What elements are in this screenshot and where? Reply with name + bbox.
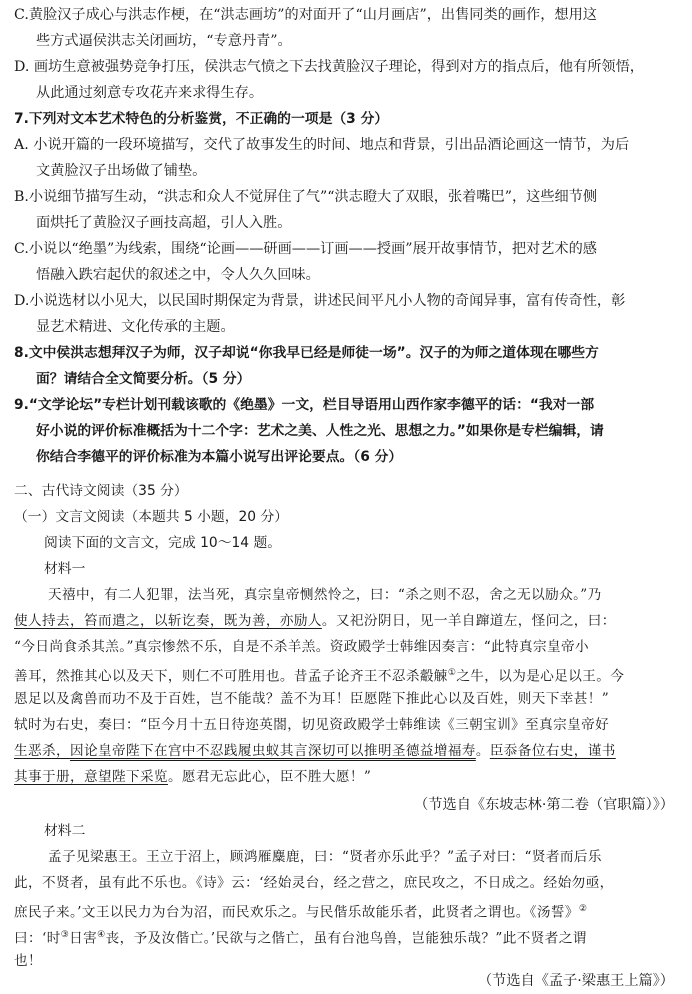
footnote-marker: ①: [447, 668, 457, 678]
material1-line6: 轼时为右史，奏曰：“臣今月十五日待迩英閤，切见资政殿学士韩维读《三朝宝训》至真宗皇帝好: [14, 717, 610, 733]
material2-source: （节选自《孟子·梁惠王上篇》）: [477, 973, 674, 989]
q7-option-c-line2: 悟融入跌宕起伏的叙述之中，令人久久回味。: [36, 267, 320, 283]
q6-option-c-line2: 些方式逼侯洪志关闭画坊，“专意丹青”。: [36, 33, 292, 49]
material1-line7: 生恶杀，因论皇帝陛下在宫中不忍践履虫蚁其言深切可以推明圣德益增福寿。臣忝备位右史，谨书: [14, 743, 616, 759]
material1-double-underlined-sentence: 因论皇帝陛下在宫中不忍践履虫蚁其言深切可以推明圣德益增福寿: [69, 743, 476, 759]
material1-line8: 其事于册，意望陛下采览。愿君无忘此心，臣不胜大愿！”: [14, 769, 372, 785]
material1-line1: 天禧中，有二人犯罪，法当死，真宗皇帝恻然怜之，曰：“杀之则不忍，舍之无以励众。”乃: [48, 587, 602, 603]
material1-line3: “今日尚食杀其羔。”真宗惨然不乐，自是不杀羊羔。资政殿学士韩维因奏言：“此特真宗皇帝小: [14, 639, 589, 655]
q8-line2: 面？请结合全文简要分析。（5 分）: [36, 371, 251, 387]
material1-underlined-sentence: 使人持去，笞而遣之，以斩讫奏，既为善，亦励人: [14, 613, 322, 629]
section2-instruction: 阅读下面的文言文，完成 10～14 题。: [44, 535, 282, 551]
q8-line1: 8.文中侯洪志想拜汉子为师，汉子却说“你我早已经是师徒一场”。汉子的为师之道体现在哪些方: [14, 345, 599, 361]
material1-line5: 恩足以及禽兽而功不及于百姓，岂不能哉？盖不为耳！臣愿陛下推此心以及百姓，则天下幸甚！”: [14, 691, 610, 707]
material1-line4: 善耳，然推其心以及天下，则仁不可胜用也。昔孟子论齐王不忍杀觳觫①之牛，以为是心足以王。今: [14, 668, 625, 685]
q9-line1: 9.“文学论坛”专栏计划刊载该歌的《绝墨》一文，栏目导语用山西作家李德平的话：“我对一部: [14, 397, 595, 413]
footnote-marker: ②: [578, 904, 588, 914]
q6-option-d-line2: 从此通过刻意专攻花卉来求得生存。: [36, 85, 264, 101]
material2-line4: 曰：‘时③日害④丧，予及汝偕亡。’民欲与之偕亡，虽有台池鸟兽，岂能独乐哉？”此不贤者之谓: [14, 930, 587, 947]
q9-line2: 好小说的评价标准概括为十二个字：艺术之美、人性之光、思想之力。”如果你是专栏编辑，请: [36, 423, 604, 439]
q7-option-d-line1: D.小说选材以小见大，以民国时期保定为背景，讲述民间平凡小人物的奇闻异事，富有传奇性，彰: [14, 293, 626, 309]
q7-option-c-line1: C.小说以“绝墨”为线索，围绕“论画——研画——订画——授画”展开故事情节，把对艺术的感: [14, 241, 597, 257]
material1-line2: 使人持去，笞而遣之，以斩讫奏，既为善，亦励人。又祀汾阴日，见一羊自蹿道左，怪问之，曰：: [14, 613, 616, 629]
section2-subsection-title: （一）文言文阅读（本题共 5 小题，20 分）: [14, 509, 289, 525]
material2-line2: 此，不贤者，虽有此不乐也。《诗》云：‘经始灵台，经之营之，庶民攻之，不日成之。经始勿亟，: [14, 875, 614, 891]
material2-label: 材料二: [44, 823, 86, 839]
material1-source: （节选自《东坡志林·第二卷（官职篇）》）: [414, 797, 674, 813]
q7-option-d-line2: 显艺术精进、文化传承的主题。: [36, 319, 235, 335]
q9-line3: 你结合李德平的评价标准为本篇小说写出评论要点。（6 分）: [36, 449, 403, 465]
q7-option-b-line1: B.小说细节描写生动，“洪志和众人不觉屏住了气”“洪志瞪大了双眼，张着嘴巴”，这些细节侧: [14, 189, 598, 205]
footnote-marker: ④: [97, 930, 106, 940]
material2-line3: 庶民子来。’文王以民力为台为沼，而民欢乐之。与民偕乐故能乐者，此贤者之谓也。《汤誓》②: [14, 904, 588, 921]
material1-label: 材料一: [44, 561, 86, 577]
q6-option-c-line1: C.黄脸汉子成心与洪志作梗，在“洪志画坊”的对面开了“山月画店”，出售同类的画作，想用这: [14, 7, 597, 23]
section2-title: 二、古代诗文阅读（35 分）: [14, 483, 188, 499]
q7-stem: 7.下列对文本艺术特色的分析鉴赏，不正确的一项是（3 分）: [14, 111, 389, 127]
q7-option-a-line2: 文黄脸汉子出场做了铺垫。: [36, 163, 207, 179]
material2-line5: 也！: [14, 953, 42, 969]
q7-option-a-line1: A. 小说开篇的一段环境描写，交代了故事发生的时间、地点和背景，引出品酒论画这一情节，为后: [14, 137, 630, 153]
q7-option-b-line2: 面烘托了黄脸汉子画技高超，引人入胜。: [36, 215, 292, 231]
footnote-marker: ③: [60, 930, 70, 940]
q6-option-d-line1: D. 画坊生意被强势竞争打压，侯洪志气愤之下去找黄脸汉子理论，得到对方的指点后，他有所领悟，: [14, 59, 644, 75]
material2-line1: 孟子见梁惠王。王立于沼上，顾鸿雁麋鹿，曰：“贤者亦乐此乎？”孟子对曰：“贤者而后乐: [48, 849, 602, 865]
